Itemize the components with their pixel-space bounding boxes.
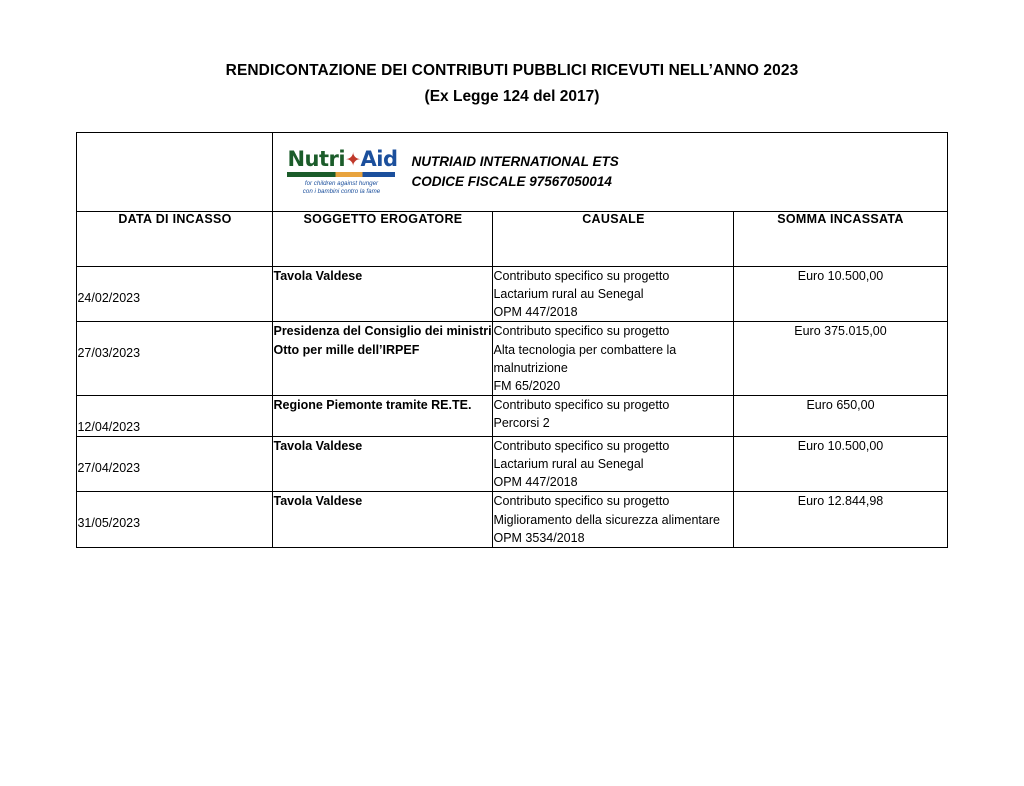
- table-row: [77, 395, 947, 436]
- document-page: [0, 62, 1024, 786]
- logo-tagline-en: for children against hunger: [304, 179, 379, 187]
- cause-line: OPM 3534/2018: [493, 530, 585, 545]
- table-row: [77, 437, 947, 492]
- cell-subject: Tavola Valdese: [273, 492, 493, 547]
- column-header-cause: CAUSALE: [493, 212, 734, 267]
- cause-line: Contributo specifico su progetto: [493, 494, 670, 509]
- logo-cross-icon: ✦: [345, 148, 361, 171]
- logo-tagline-it: con i bambini contro la fame: [302, 187, 381, 195]
- table-row: [77, 492, 947, 547]
- cause-line: Contributo specifico su progetto: [493, 324, 670, 339]
- table-column-header-row: [77, 212, 947, 267]
- cause-line: Contributo specifico su progetto: [493, 439, 670, 453]
- cell-amount: Euro 10.500,00: [734, 437, 947, 492]
- cell-subject: Presidenza del Consiglio dei ministri Otto per mille dell’IRPEF: [273, 322, 493, 396]
- cell-date: 27/03/2023: [77, 322, 273, 396]
- page-subtitle: (Ex Legge 124 del 2017): [424, 88, 600, 105]
- cell-subject: Tavola Valdese: [273, 437, 493, 492]
- table-row: [77, 322, 947, 396]
- cause-line: Contributo specifico su progetto: [493, 397, 670, 412]
- cell-amount: Euro 375.015,00: [734, 322, 947, 396]
- logo-name-part1: Nutri: [287, 146, 346, 171]
- table-header-logo-row: [77, 133, 947, 212]
- cause-line: Percorsi 2: [493, 416, 550, 430]
- cause-line: Miglioramento della sicurezza alimentare: [493, 512, 720, 527]
- cell-cause: [493, 437, 734, 492]
- cause-line: Alta tecnologia per combattere la malnutrizione: [493, 342, 677, 375]
- cell-subject: Regione Piemonte tramite RE.TE.: [273, 395, 493, 436]
- logo-blank-cell: [77, 133, 273, 212]
- cell-amount: Euro 650,00: [734, 395, 947, 436]
- contributions-table: [76, 132, 947, 548]
- organization-name: NUTRIAID INTERNATIONAL ETS: [411, 154, 619, 170]
- column-header-subject: SOGGETTO EROGATORE: [273, 212, 493, 267]
- organization-fiscal-code: CODICE FISCALE 97567050014: [411, 174, 612, 189]
- cell-date: 12/04/2023: [77, 395, 273, 436]
- organization-header-cell: [273, 133, 947, 212]
- cause-line: Lactarium rural au Senegal: [493, 457, 644, 472]
- cell-date: 24/02/2023: [77, 267, 273, 322]
- cell-cause: [493, 492, 734, 547]
- cell-cause: [493, 267, 734, 322]
- cause-line: OPM 447/2018: [493, 475, 578, 490]
- cell-cause: [493, 322, 734, 396]
- cause-line: OPM 447/2018: [493, 305, 578, 320]
- cell-subject: Tavola Valdese: [273, 267, 493, 322]
- logo-name-part2: Aid: [360, 146, 398, 171]
- cell-cause: [493, 395, 734, 436]
- cause-line: Contributo specifico su progetto: [493, 269, 670, 283]
- cause-line: FM 65/2020: [493, 378, 561, 393]
- nutriaid-logo-icon: [287, 146, 398, 196]
- page-title: RENDICONTAZIONE DEI CONTRIBUTI PUBBLICI RICEVUTI NELL’ANNO 2023: [225, 62, 799, 79]
- table-row: [77, 267, 947, 322]
- logo-color-bar: [287, 172, 395, 177]
- document-title-block: [0, 62, 1024, 106]
- cell-date: 27/04/2023: [77, 437, 273, 492]
- cell-amount: Euro 12.844,98: [734, 492, 947, 547]
- column-header-amount: SOMMA INCASSATA: [734, 212, 947, 267]
- cause-line: Lactarium rural au Senegal: [493, 287, 644, 302]
- cell-amount: Euro 10.500,00: [734, 267, 947, 322]
- column-header-date: DATA DI INCASSO: [77, 212, 273, 267]
- cell-date: 31/05/2023: [77, 492, 273, 547]
